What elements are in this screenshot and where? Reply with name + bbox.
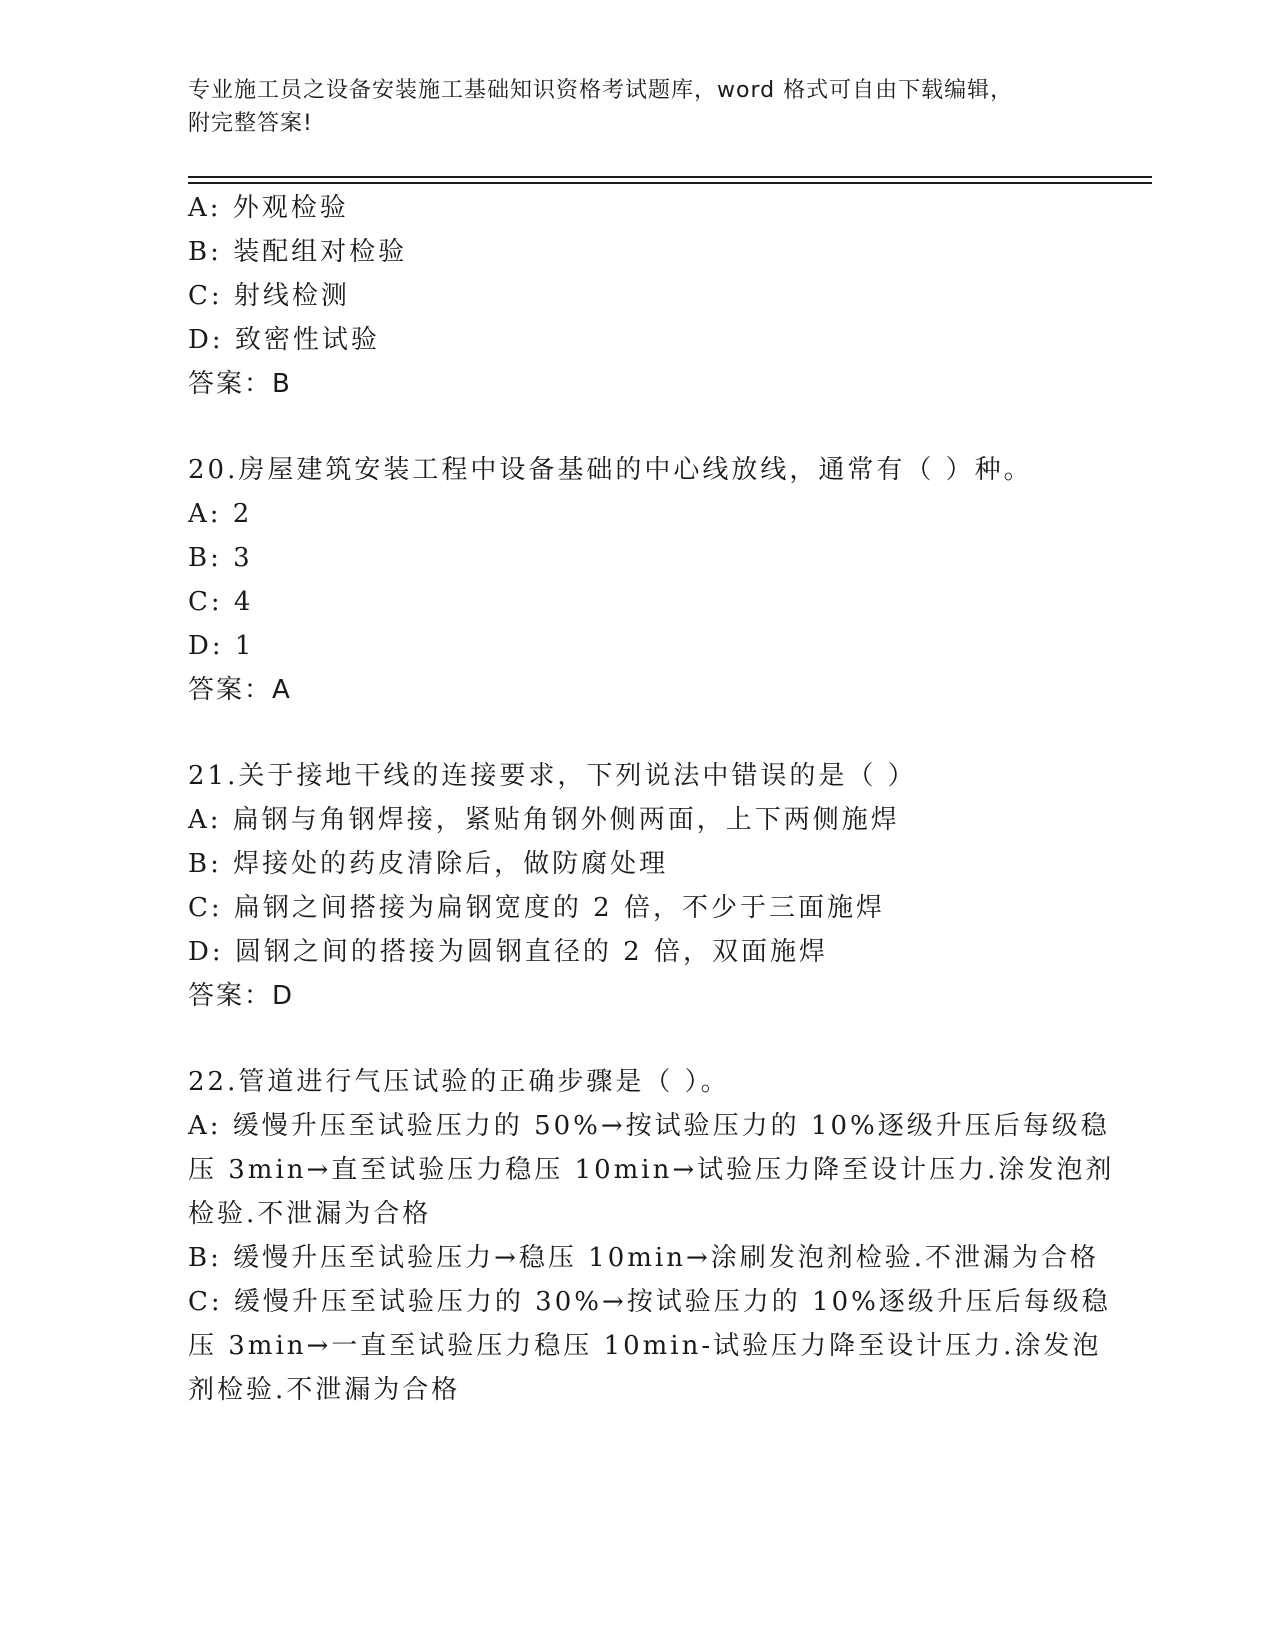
q22-option-b: B: 缓慢升压至试验压力→稳压 10min→涂刷发泡剂检验.不泄漏为合格: [188, 1243, 1100, 1273]
q22-option-c-line-1: C: 缓慢升压至试验压力的 30%→按试验压力的 10%逐级升压后每级稳: [188, 1287, 1111, 1317]
document-header: [188, 74, 1068, 140]
q22-option-c-line-3: 剂检验.不泄漏为合格: [188, 1375, 461, 1405]
q22-option-a-line-2: 压 3min→直至试验压力稳压 10min→试验压力降至设计压力.涂发泡剂: [188, 1155, 1115, 1185]
q21-option-b: B: 焊接处的药皮清除后，做防腐处理: [188, 849, 669, 879]
q20-option-c: C: 4: [188, 587, 254, 617]
q20-option-d: D: 1: [188, 631, 255, 661]
q19-answer: 答案：B: [188, 369, 292, 399]
q22-option-a-line-1: A: 缓慢升压至试验压力的 50%→按试验压力的 10%逐级升压后每级稳: [188, 1111, 1110, 1141]
q22-option-a-line-3: 检验.不泄漏为合格: [188, 1199, 432, 1229]
q20-option-a: A: 2: [188, 499, 253, 529]
q22-question: 22.管道进行气压试验的正确步骤是（ ）。: [188, 1067, 730, 1097]
q19-option-a: A: 外观检验: [188, 193, 349, 223]
q19-option-b: B: 装配组对检验: [188, 237, 408, 267]
q20-option-b: B: 3: [188, 543, 253, 573]
header-divider-bottom: [188, 182, 1152, 184]
q20-answer: 答案：A: [188, 675, 292, 705]
header-divider-top: [188, 176, 1152, 178]
q21-answer: 答案：D: [188, 981, 295, 1011]
q22-option-c-line-2: 压 3min→一直至试验压力稳压 10min-试验压力降至设计压力.涂发泡: [188, 1331, 1102, 1361]
q20-question: 20.房屋建筑安装工程中设备基础的中心线放线，通常有（ ）种。: [188, 455, 1033, 485]
q21-option-c: C: 扁钢之间搭接为扁钢宽度的 2 倍，不少于三面施焊: [188, 893, 885, 923]
header-line-2: 附完整答案!: [188, 111, 313, 136]
header-line-1: 专业施工员之设备安装施工基础知识资格考试题库，word 格式可自由下载编辑，: [188, 78, 1014, 103]
q19-option-d: D: 致密性试验: [188, 325, 380, 355]
q21-option-d: D: 圆钢之间的搭接为圆钢直径的 2 倍，双面施焊: [188, 937, 828, 967]
q19-option-c: C: 射线检测: [188, 281, 350, 311]
q21-question: 21.关于接地干线的连接要求，下列说法中错误的是（ ）: [188, 761, 917, 791]
q21-option-a: A: 扁钢与角钢焊接，紧贴角钢外侧两面，上下两侧施焊: [188, 805, 900, 835]
